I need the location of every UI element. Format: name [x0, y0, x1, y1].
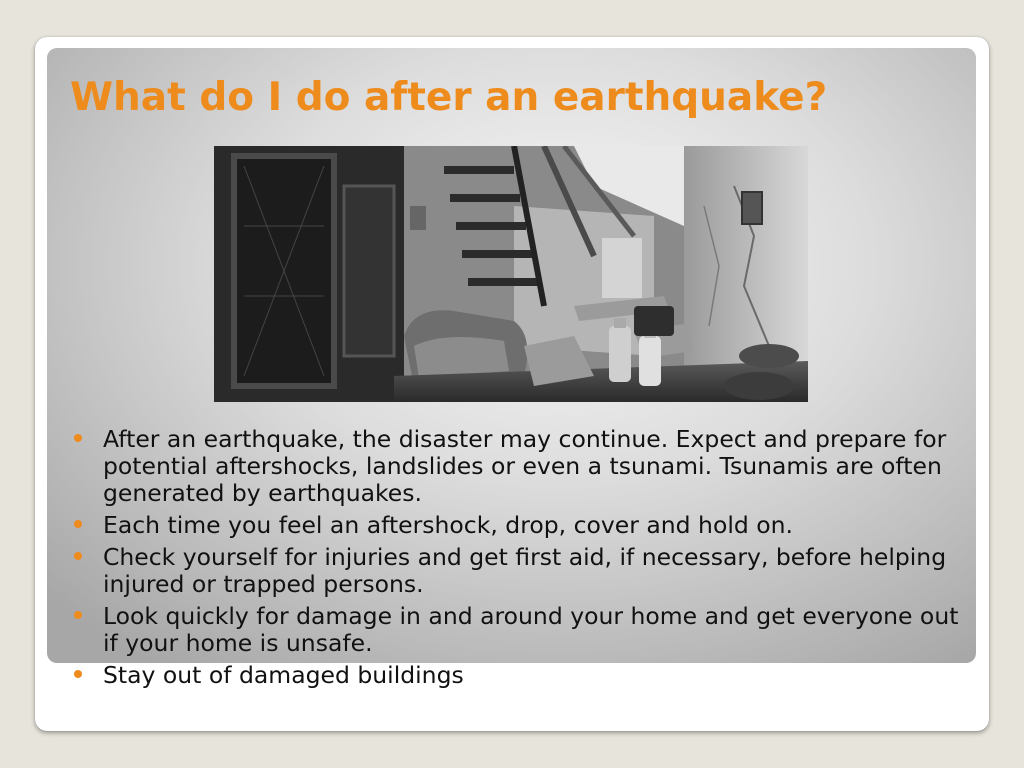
bullet-text: After an earthquake, the disaster may continue. Expect and prepare for potential aftershocks, landslides or even a tsunami. Tsunamis are often generated by earthquakes.: [103, 425, 947, 507]
bullet-item: [74, 512, 974, 539]
bullet-dot-icon: [74, 670, 82, 678]
bullet-dot-icon: [74, 611, 82, 619]
bullet-text: Each time you feel an aftershock, drop, cover and hold on.: [103, 511, 793, 539]
bullet-item: [74, 426, 974, 507]
bullet-text: Look quickly for damage in and around your home and get everyone out if your home is unsafe.: [103, 602, 959, 657]
bullet-dot-icon: [74, 434, 82, 442]
bullet-dot-icon: [74, 552, 82, 560]
bullet-item: [74, 544, 974, 598]
bullet-dot-icon: [74, 520, 82, 528]
slide-title: What do I do after an earthquake?: [70, 75, 828, 120]
bullet-item: [74, 662, 974, 689]
bullet-text: Check yourself for injuries and get first aid, if necessary, before helping injured or trapped persons.: [103, 543, 947, 598]
bullet-list: [74, 426, 974, 694]
bullet-text: Stay out of damaged buildings: [103, 661, 464, 689]
bullet-item: [74, 603, 974, 657]
earthquake-damage-photo: [214, 146, 808, 402]
